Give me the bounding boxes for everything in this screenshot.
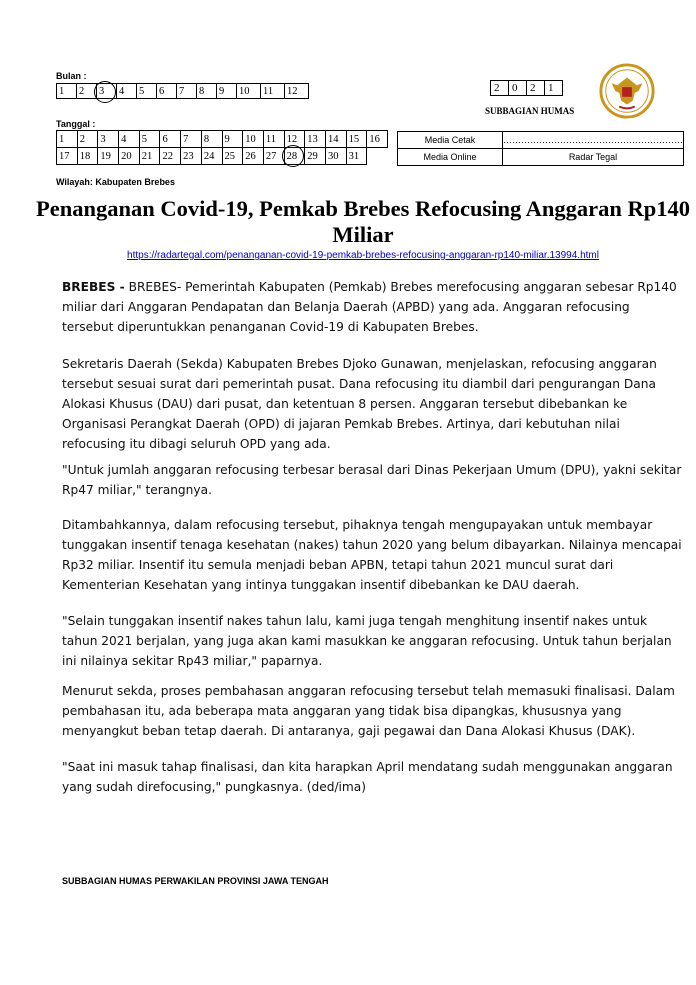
article-paragraph: "Selain tunggakan insentif nakes tahun lalu, kami juga tengah menghitung insentif nakes untuk tahun 2021 berjalan, yang juga akan kami masukkan ke anggaran refocusing. Untuk tahun berjalan ini nilainya sekitar Rp43 miliar," paparnya. [62,614,672,668]
month-cell: 2 [77,84,97,99]
day-cell: 14 [325,131,346,148]
month-cell: 10 [237,84,261,99]
day-cell: 12 [284,131,305,148]
month-cell: 3 [97,84,117,99]
article-paragraph: "Untuk jumlah anggaran refocusing terbesar berasal dari Dinas Pekerjaan Umum (DPU), yakni sekitar Rp47 miliar," terangnya. [62,463,682,497]
day-cell: 9 [222,131,243,148]
day-cell: 15 [346,131,367,148]
year-digit: 2 [491,81,509,96]
day-cell: 11 [263,131,284,148]
article-link[interactable]: https://radartegal.com/penanganan-covid-19-pemkab-brebes-refocusing-anggaran-rp140-miliar.13994.html [127,250,599,261]
day-cell: 21 [139,148,160,165]
dateline: BREBES - [62,280,125,294]
footer-office: SUBBAGIAN HUMAS PERWAKILAN PROVINSI JAWA TENGAH [62,876,329,886]
day-cell: 20 [119,148,140,165]
day-cell: 26 [243,148,264,165]
day-cell: 1 [57,131,78,148]
day-cell: 18 [77,148,98,165]
day-cell: 13 [305,131,326,148]
day-cell: 5 [139,131,160,148]
day-cell: 3 [98,131,119,148]
day-cell: 22 [160,148,181,165]
month-cell: 9 [217,84,237,99]
day-cell: 25 [222,148,243,165]
article-paragraph: BREBES - BREBES- Pemerintah Kabupaten (Pemkab) Brebes merefocusing anggaran sebesar Rp140 miliar dari Anggaran Pendapatan dan Belanja Daerah (APBD) yang ada. Anggaran refocusing tersebut diperuntukkan penanganan Covid-19 di Kabupaten Brebes. [62,280,677,334]
day-cell: 28 [284,148,305,165]
day-cell: 29 [305,148,326,165]
day-cell: 19 [98,148,119,165]
region-label: Wilayah: Kabupaten Brebes [56,177,175,187]
media-cetak-value: …………………………………………………… [503,132,684,149]
day-cell: 7 [181,131,202,148]
year-digit: 2 [527,81,545,96]
day-cell: 2 [77,131,98,148]
month-grid [56,83,309,99]
article-paragraph: Menurut sekda, proses pembahasan anggaran refocusing tersebut telah memasuki finalisasi. Dalam pembahasan itu, ada beberapa mata anggaran yang tidak bisa dipangkas, khususnya yang menyangkut beban tetap daerah. Di antaranya, gaji pegawai dan Dana Alokasi Khusus (DAK). [62,684,675,738]
article-paragraph: Ditambahkannya, dalam refocusing tersebut, pihaknya tengah mengupayakan untuk membayar tunggakan insentif tenaga kesehatan (nakes) tahun 2020 yang belum dibayarkan. Nilainya mencapai Rp32 miliar. Insentif itu semula menjadi beban APBN, tetapi tahun 2021 muncul surat dari Kementerian Kesehatan yang intinya tunggakan insentif dibebankan ke DAU daerah. [62,518,682,592]
article-title: Penanganan Covid-19, Pemkab Brebes Refocusing Anggaran Rp140 Miliar [35,196,691,247]
year-digit: 1 [545,81,563,96]
month-cell: 8 [197,84,217,99]
year-box [490,80,563,96]
article-paragraph: Sekretaris Daerah (Sekda) Kabupaten Brebes Djoko Gunawan, menjelaskan, refocusing anggaran tersebut sesuai surat dari pemerintah pusat. Dana refocusing itu diambil dari pengurangan Dana Alokasi Khusus (DAU) dari pusat, dan ketentuan 8 persen. Anggaran tersebut dibebankan ke Organisasi Perangkat Daerah (OPD) di jajaran Pemkab Brebes. Artinya, dari kebutuhan nilai refocusing itu dibagi seluruh OPD yang ada. [62,357,657,451]
day-cell: 17 [57,148,78,165]
month-cell: 1 [57,84,77,99]
month-cell: 11 [261,84,285,99]
day-cell: 31 [346,148,367,165]
office-label: SUBBAGIAN HUMAS [485,106,575,116]
day-cell: 16 [367,131,388,148]
media-online-label: Media Online [398,149,503,166]
month-cell: 12 [285,84,309,99]
month-cell: 5 [137,84,157,99]
media-table [397,131,684,166]
day-cell: 10 [243,131,264,148]
media-online-value: Radar Tegal [503,149,684,166]
month-cell: 6 [157,84,177,99]
day-cell: 27 [263,148,284,165]
day-grid [56,130,388,165]
month-cell: 7 [177,84,197,99]
day-cell: 30 [325,148,346,165]
day-cell: 6 [160,131,181,148]
day-cell: 24 [201,148,222,165]
day-cell: 4 [119,131,140,148]
article-paragraph: "Saat ini masuk tahap finalisasi, dan kita harapkan April mendatang sudah menggunakan anggaran yang sudah direfocusing," pungkasnya. (ded/ima) [62,760,673,794]
year-digit: 0 [509,81,527,96]
day-cell: 8 [201,131,222,148]
day-cell: 23 [181,148,202,165]
garuda-emblem-icon [598,62,656,120]
bulan-label: Bulan : [56,71,87,81]
media-cetak-label: Media Cetak [398,132,503,149]
tanggal-label: Tanggal : [56,119,96,129]
month-cell: 4 [117,84,137,99]
